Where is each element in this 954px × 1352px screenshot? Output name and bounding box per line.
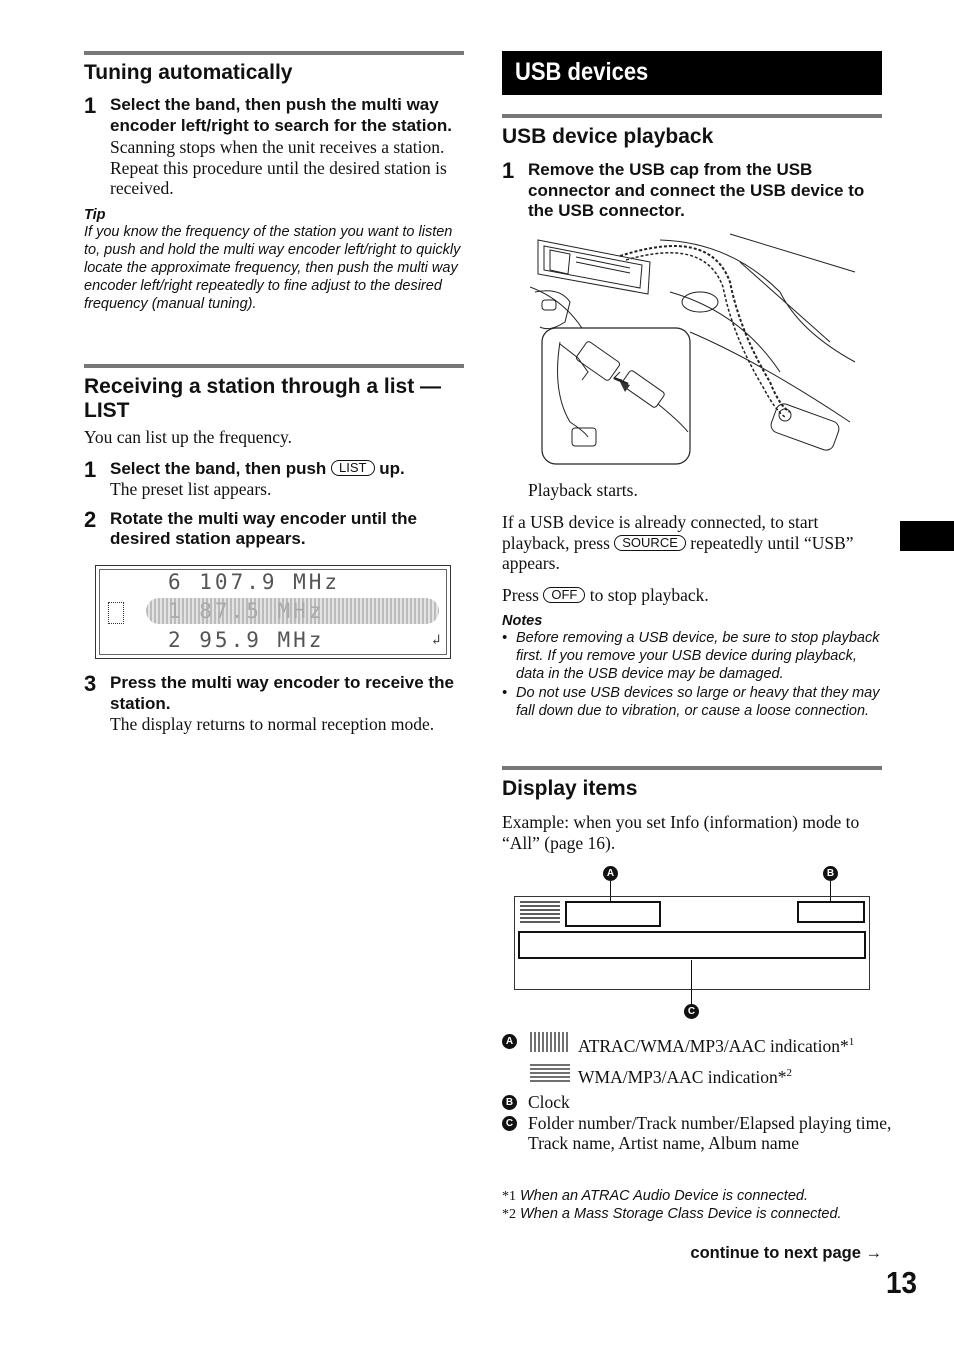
display-legend [502,1032,892,1154]
usb-devices-banner [502,51,882,95]
banner-title: USB devices [515,58,649,86]
usb-connection-illustration [530,232,856,468]
callout-a: A [603,866,618,881]
step-body: The display returns to normal reception mode. [110,714,435,734]
footnote-1: *1 When an ATRAC Audio Device is connected. [502,1188,808,1204]
footnote-2: *2 When a Mass Storage Class Device is connected. [502,1206,842,1223]
display-intro: Example: when you set Info (information) mode to “All” (page 16). [502,812,860,853]
notes-label: Notes [502,613,543,629]
display-row-1: 6 107.9 MHz [168,570,341,594]
step-text: Select the band, then push [110,458,327,478]
legend-b: B Clock [502,1092,892,1113]
memory-icon [108,602,124,624]
list-key: LIST [331,460,374,476]
notes [502,613,882,720]
usb-para-off: Press OFF to stop playback. [502,585,709,605]
page-number: 13 [886,1265,918,1300]
codec-box [565,901,661,927]
tuning-step-1 [84,95,464,199]
step-text: Select the band, then push the multi way encoder left/right to search for the station. [110,95,452,135]
step-number: 1 [502,158,515,183]
section-rule [84,51,464,55]
list-intro: You can list up the frequency. [84,427,293,447]
tip-label: Tip [84,206,106,223]
legend-a2: WMA/MP3/AAC indication*$^2$ [502,1062,892,1092]
display-row-3: 2 95.9 MHz [168,628,325,652]
scroll-icon: ↲ [432,632,441,648]
section-title-display: Display items [502,777,638,800]
codec-indicator-icon [520,901,560,923]
display-frame [514,896,870,990]
preset-list-display [95,565,451,659]
clock-box [797,901,865,923]
info-box [518,931,866,959]
source-key: SOURCE [614,535,686,551]
wma-indicator-icon [530,1062,570,1082]
list-step-3 [84,673,464,735]
section-list [84,364,464,550]
display-diagram [514,864,870,1020]
section-display-items [502,766,882,853]
section-usb-playback [502,114,882,222]
connector-inset [542,328,690,464]
step-number: 1 [84,93,97,118]
atrac-indicator-icon [530,1032,570,1052]
step-number: 3 [84,671,97,696]
usb-para-source: If a USB device is already connected, to start playback, press SOURCE repeatedly until “USB” appears. [502,512,854,573]
section-tuning [84,51,464,314]
note-item: • Before removing a USB device, be sure to stop playback first. If you remove your USB device during playback, data in the USB device may be damaged. [502,630,880,683]
step-text-post: up. [379,458,405,478]
step-number: 2 [84,506,97,532]
playback-starts: Playback starts. [528,480,638,500]
section-title-tuning: Tuning automatically [84,61,293,84]
section-rule [502,766,882,770]
display-row-2: 1 87.5 MHz [168,599,325,623]
step-number: 1 [84,456,97,482]
off-key: OFF [543,587,585,603]
step-body: Scanning stops when the unit receives a station. Repeat this procedure until the desired station is received. [110,137,447,198]
footnotes [502,1187,892,1223]
section-rule [502,114,882,118]
section-title-list: Receiving a station through a list — LIST [84,375,442,422]
legend-a1: A ATRAC/WMA/MP3/AAC indication*$^1$ [502,1032,892,1062]
callout-c: C [684,1004,699,1019]
legend-c: C Folder number/Track number/Elapsed playing time, Track name, Artist name, Album name [502,1113,892,1154]
section-thumb-tab [900,521,954,551]
section-rule [84,364,464,368]
list-step-2 [84,506,464,550]
step-body: The preset list appears. [110,479,272,499]
section-title-playback: USB device playback [502,125,714,148]
step-text: Remove the USB cap from the USB connector and connect the USB device to the USB connector. [528,160,865,220]
continue-link: continue to next page → [690,1244,882,1262]
playback-step-1 [502,160,882,222]
list-step-1 [84,456,464,500]
callout-b: B [823,866,838,881]
step-text: Press the multi way encoder to receive the station. [110,673,454,713]
step-text: Rotate the multi way encoder until the desired station appears. [110,508,417,548]
note-item: • Do not use USB devices so large or heavy that they may fall down due to vibration, or cause a loose connection. [502,684,880,719]
tip-text: If you know the frequency of the station you want to listen to, push and hold the multi way encoder left/right to quickly locate the approximate frequency, then push the multi way encoder left/right repeatedly to fine adjust to the desired frequency (manual tuning). [84,223,461,313]
